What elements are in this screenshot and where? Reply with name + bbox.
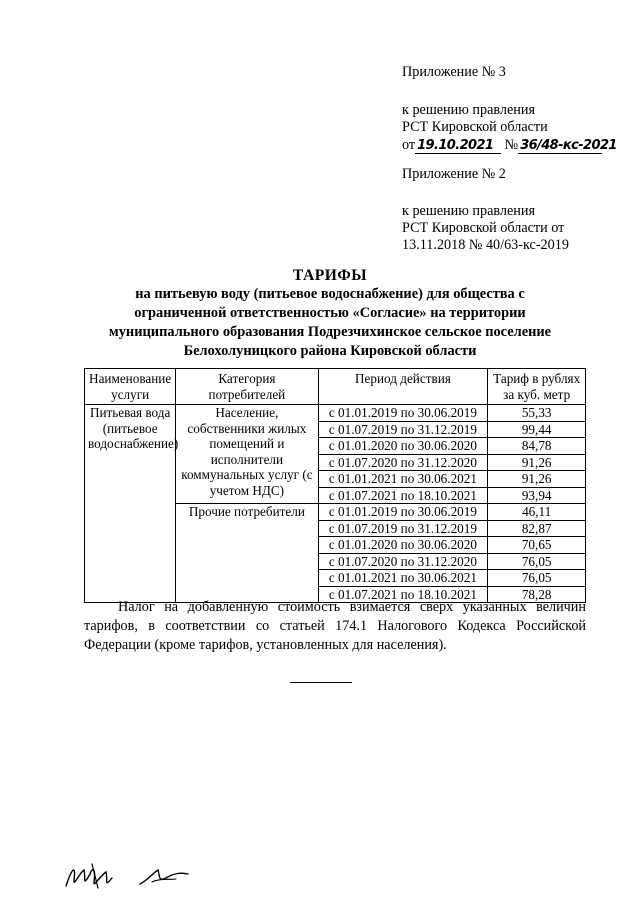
title-line-1: на питьевую воду (питьевое водоснабжение) для общества с — [135, 286, 525, 302]
period-cell: с 01.07.2021 по 18.10.2021 — [318, 586, 488, 603]
tariff-cell: 46,11 — [488, 504, 586, 521]
decision-1-line-1: к решению правления — [402, 102, 535, 118]
from-label: от — [402, 137, 416, 153]
handwritten-date: 19.10.2021 — [415, 138, 501, 154]
title-line-4: Белохолуницкого района Кировской области — [183, 343, 477, 359]
tariff-cell: 91,26 — [488, 471, 586, 488]
tariff-cell: 70,65 — [488, 537, 586, 554]
appendix-2-label: Приложение № 2 — [402, 166, 506, 182]
period-cell: с 01.01.2021 по 30.06.2021 — [318, 570, 488, 587]
decision-2-line-3: 13.11.2018 № 40/63-кс-2019 — [402, 237, 569, 253]
decision-1-line-2: РСТ Кировской области — [402, 119, 548, 135]
document-title — [60, 266, 600, 361]
header-service: Наименование услуги — [85, 369, 176, 405]
signature-mark — [62, 858, 202, 894]
category-cell-population: Население, собственники жилых помещений и исполнители коммунальных услуг (с учетом НДС) — [176, 405, 318, 504]
period-cell: с 01.01.2019 по 30.06.2019 — [318, 504, 488, 521]
period-cell: с 01.01.2019 по 30.06.2019 — [318, 405, 488, 422]
number-label: № — [504, 137, 519, 153]
service-cell: Питьевая вода (питьевое водоснабжение) — [85, 405, 176, 603]
tariff-cell: 76,05 — [488, 553, 586, 570]
period-cell: с 01.07.2019 по 31.12.2019 — [318, 421, 488, 438]
vat-note-text: Налог на добавленную стоимость взимается сверх указанных величин тарифов, в соответствии со статьей 174.1 Налогового Кодекса Российской Федерации (кроме тарифов, установленных для населения). — [84, 599, 586, 653]
tariff-cell: 93,94 — [488, 487, 586, 504]
tariff-cell: 84,78 — [488, 438, 586, 455]
tariff-cell: 91,26 — [488, 454, 586, 471]
category-cell-other: Прочие потребители — [176, 504, 318, 603]
tariff-cell: 78,28 — [488, 586, 586, 603]
title-main: ТАРИФЫ — [292, 267, 368, 284]
header-period: Период действия — [318, 369, 488, 405]
table-header-row — [85, 369, 586, 405]
period-cell: с 01.07.2020 по 31.12.2020 — [318, 454, 488, 471]
table-row — [85, 405, 586, 422]
period-cell: с 01.07.2021 по 18.10.2021 — [318, 487, 488, 504]
tariff-cell: 99,44 — [488, 421, 586, 438]
period-cell: с 01.01.2021 по 30.06.2021 — [318, 471, 488, 488]
title-line-3: муниципального образования Подрезчихинское сельское поселение — [108, 324, 552, 340]
period-cell: с 01.07.2019 по 31.12.2019 — [318, 520, 488, 537]
tariff-cell: 76,05 — [488, 570, 586, 587]
decision-2-line-2: РСТ Кировской области от — [402, 220, 565, 236]
tariff-table — [84, 368, 586, 603]
period-cell: с 01.07.2020 по 31.12.2020 — [318, 553, 488, 570]
decision-1-date-line — [402, 137, 617, 154]
vat-note — [84, 598, 586, 655]
period-cell: с 01.01.2020 по 30.06.2020 — [318, 537, 488, 554]
separator-line — [290, 682, 352, 683]
appendix-3-label: Приложение № 3 — [402, 64, 506, 80]
decision-2-line-1: к решению правления — [402, 203, 535, 219]
handwritten-number: 36/48-кс-2021 — [520, 138, 617, 153]
header-tariff: Тариф в рублях за куб. метр — [488, 369, 586, 405]
tariff-cell: 55,33 — [488, 405, 586, 422]
period-cell: с 01.01.2020 по 30.06.2020 — [318, 438, 488, 455]
title-line-2: ограниченной ответственностью «Согласие» на территории — [134, 305, 526, 321]
header-category: Категория потребителей — [176, 369, 318, 405]
tariff-cell: 82,87 — [488, 520, 586, 537]
